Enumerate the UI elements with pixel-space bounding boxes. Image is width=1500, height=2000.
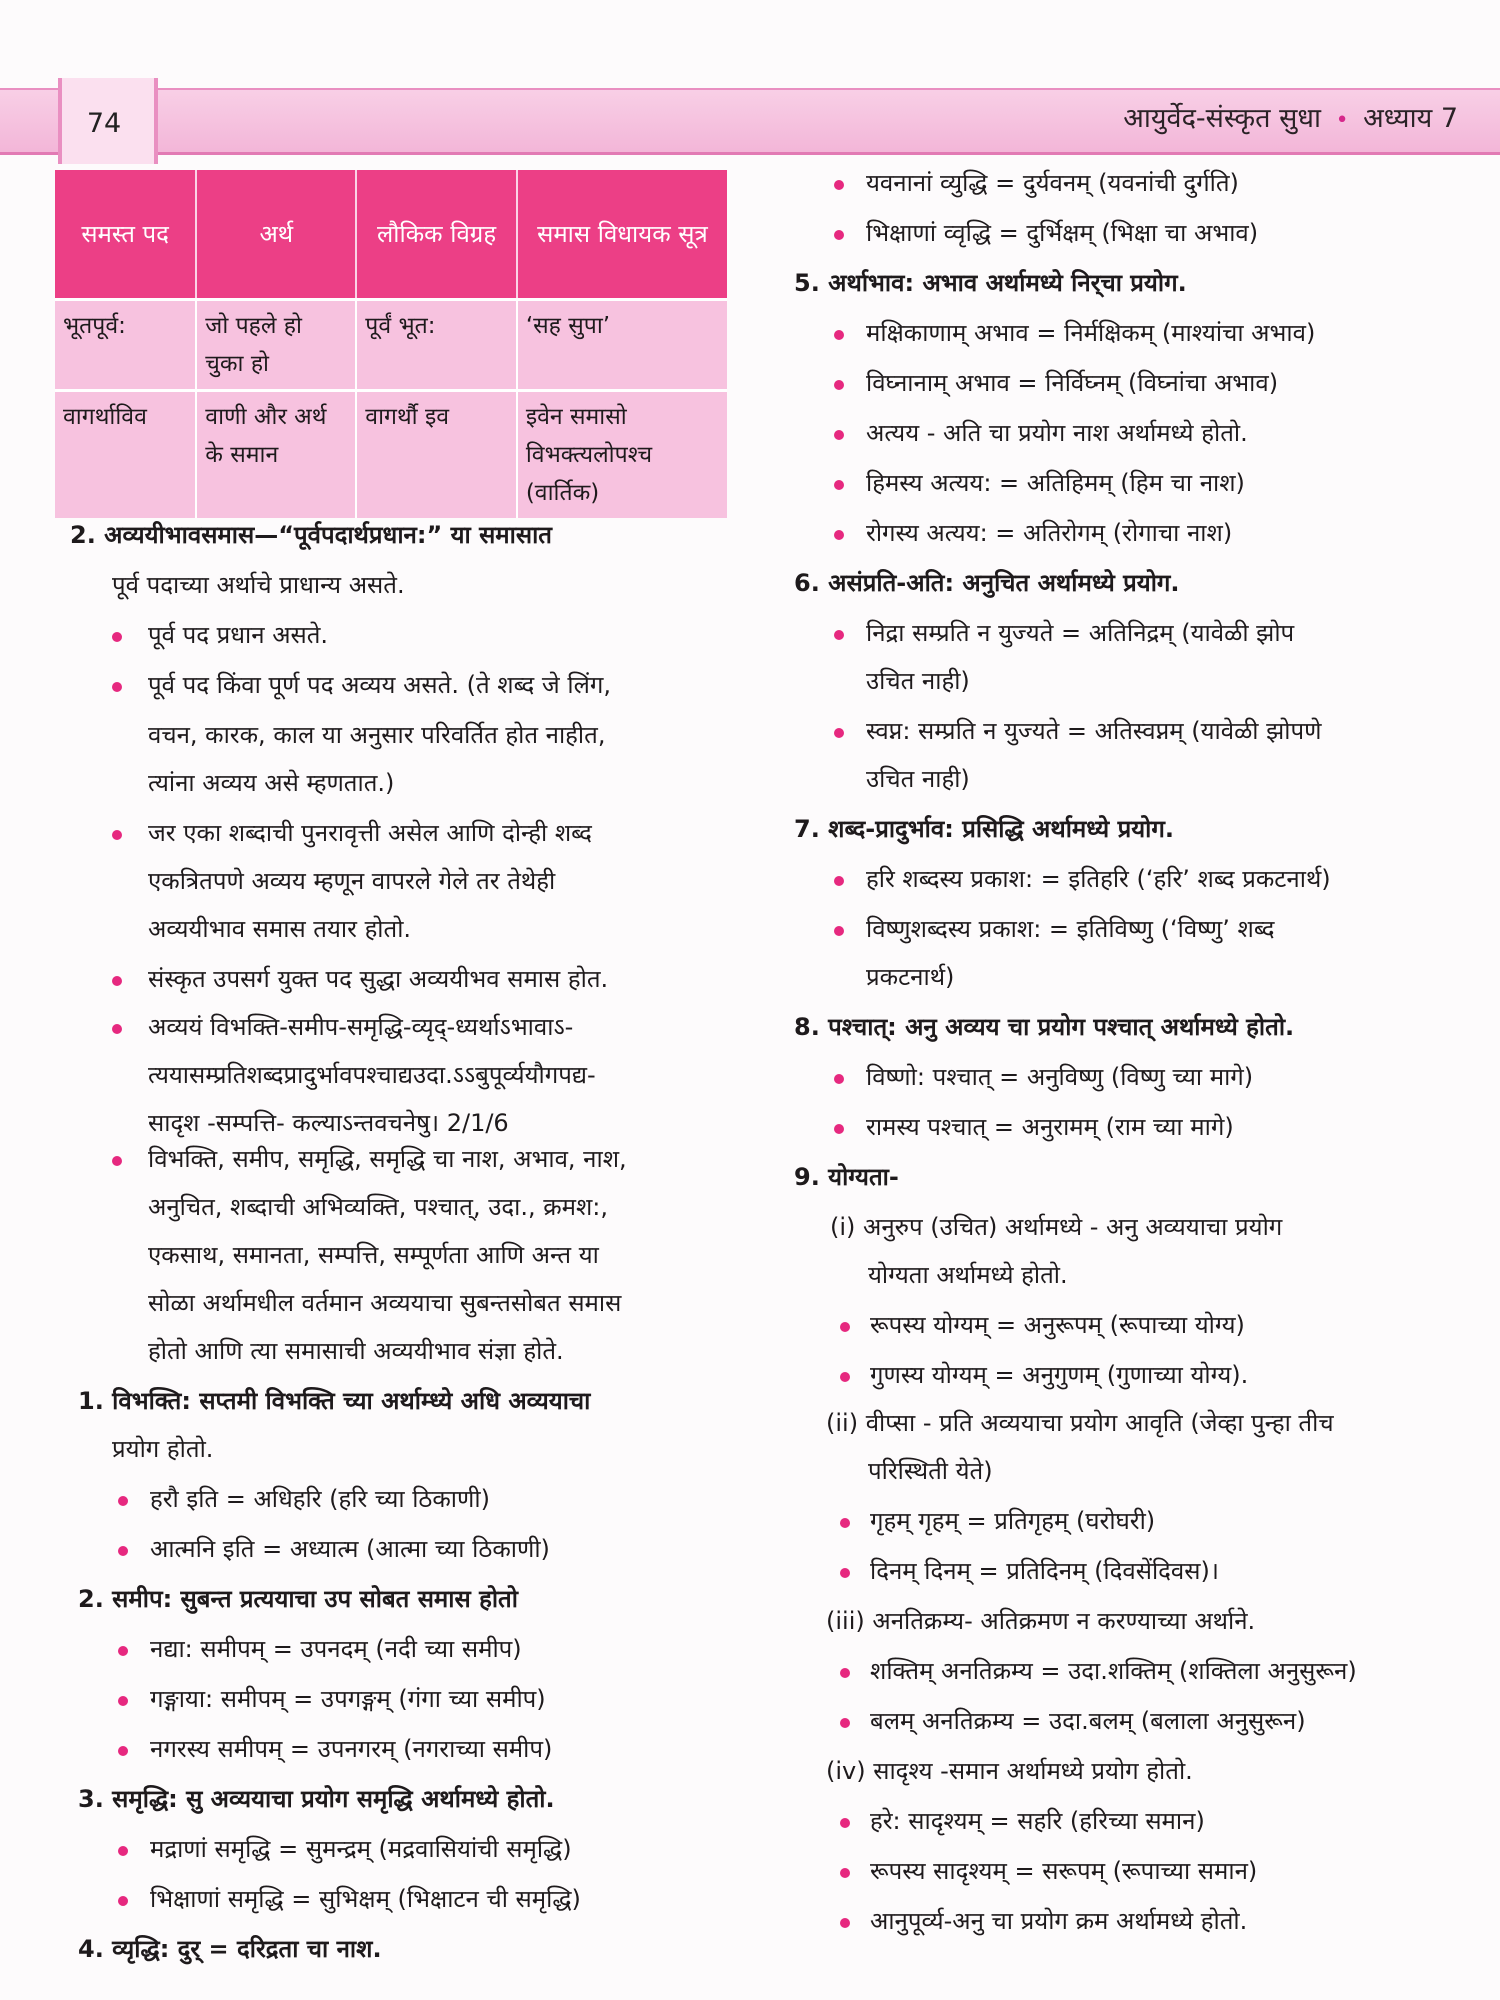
- bullet-icon: [840, 1918, 850, 1928]
- example-item: हरौ इति = अधिहरि (हरि च्या ठिकाणी): [150, 1485, 490, 1513]
- example-item: बलम् अनतिक्रम्य = उदा.बलम् (बलाला अनुसुरून): [870, 1707, 1306, 1735]
- bullet-icon: [118, 1496, 128, 1506]
- table-cell: पूर्वं भूत:: [356, 300, 517, 391]
- bullet-icon: [112, 1024, 122, 1034]
- bullet-icon: [840, 1568, 850, 1578]
- bullet-icon: [834, 926, 844, 936]
- bullet-icon: [834, 530, 844, 540]
- subsection-heading: 7. शब्द-प्रादुर्भाव: प्रसिद्धि अर्थामध्ये प्रयोग.: [794, 815, 1174, 843]
- table-row: [55, 391, 727, 519]
- bullet-icon: [834, 230, 844, 240]
- list-item: पूर्व पद किंवा पूर्ण पद अव्यय असते. (ते शब्द जे लिंग,: [148, 671, 611, 699]
- bullet-icon: [834, 876, 844, 886]
- text-line: प्रकटनार्थ): [866, 963, 955, 991]
- bullet-icon: [118, 1846, 128, 1856]
- text-line: वचन, कारक, काल या अनुसार परिवर्तित होत नाहीत,: [148, 721, 606, 749]
- table-cell: इवेन समासो विभक्त्यलोपश्च (वार्तिक): [517, 391, 727, 519]
- list-item: विभक्ति, समीप, समृद्धि, समृद्धि चा नाश, अभाव, नाश,: [148, 1145, 627, 1173]
- text-line: अव्ययीभाव समास तयार होतो.: [148, 915, 412, 943]
- example-item: आत्मनि इति = अध्यात्म (आत्मा च्या ठिकाणी): [150, 1535, 550, 1563]
- example-item: रूपस्य सादृश्यम् = सरूपम् (रूपाच्या समान): [870, 1857, 1258, 1885]
- example-item: हरे: सादृश्यम् = सहरि (हरिच्या समान): [870, 1807, 1205, 1835]
- bullet-icon: [112, 682, 122, 692]
- table-row: [55, 300, 727, 391]
- bullet-icon: [834, 728, 844, 738]
- example-item: रोगस्य अत्यय: = अतिरोगम् (रोगाचा नाश): [866, 519, 1233, 547]
- example-item: विष्णुशब्दस्य प्रकाश: = इतिविष्णु (‘विष्णु’ शब्द: [866, 915, 1275, 943]
- text-line: त्यांना अव्यय असे म्हणतात.): [148, 769, 395, 797]
- page-number: 74: [86, 108, 122, 139]
- separator-bullet: •: [1335, 108, 1349, 133]
- example-item: भिक्षाणां व्वृद्धि = दुर्भिक्षम् (भिक्षा चा अभाव): [866, 219, 1259, 247]
- example-item: दिनम् दिनम् = प्रतिदिनम् (दिवसेंदिवस)।: [870, 1557, 1219, 1585]
- example-item: निद्रा सम्प्रति न युज्यते = अतिनिद्रम् (यावेळी झोप: [866, 619, 1295, 647]
- bullet-icon: [834, 1124, 844, 1134]
- bullet-icon: [834, 380, 844, 390]
- example-item: हरि शब्दस्य प्रकाश: = इतिहरि (‘हरि’ शब्द प्रकटनार्थ): [866, 865, 1331, 893]
- text-line: योग्यता अर्थामध्ये होतो.: [868, 1261, 1068, 1289]
- example-item: हिमस्य अत्यय: = अतिहिमम् (हिम चा नाश): [866, 469, 1245, 497]
- text-line: प्रयोग होतो.: [112, 1435, 214, 1463]
- subsection-heading: 1. विभक्ति: सप्तमी विभक्ति च्या अर्थाम्ध्ये अधि अव्ययाचा: [78, 1387, 591, 1415]
- example-item: नगरस्य समीपम् = उपनगरम् (नगराच्या समीप): [150, 1735, 553, 1763]
- example-item: स्वप्न: सम्प्रति न युज्यते = अतिस्वप्नम् (यावेळी झोपणे: [866, 717, 1322, 745]
- bullet-icon: [840, 1322, 850, 1332]
- table-cell: भूतपूर्व:: [55, 300, 196, 391]
- list-item: पूर्व पद प्रधान असते.: [148, 621, 329, 649]
- example-item: गृहम् गृहम् = प्रतिगृहम् (घरोघरी): [870, 1507, 1156, 1535]
- bullet-icon: [118, 1546, 128, 1556]
- text-line: सोळा अर्थामधील वर्तमान अव्ययाचा सुबन्तसोबत समास: [148, 1289, 622, 1317]
- table-header-row: [55, 170, 727, 300]
- subitem-heading: (ii) वीप्सा - प्रति अव्ययाचा प्रयोग आवृति (जेव्हा पुन्हा तीच: [826, 1409, 1334, 1437]
- bullet-icon: [118, 1696, 128, 1706]
- list-item: संस्कृत उपसर्ग युक्त पद सुद्धा अव्ययीभव समास होत.: [148, 965, 609, 993]
- example-item: गङ्गाया: समीपम् = उपगङ्गम् (गंगा च्या समीप): [150, 1685, 546, 1713]
- text-line: एकसाथ, समानता, सम्पत्ति, सम्पूर्णता आणि अन्त या: [148, 1241, 599, 1269]
- samas-table: [55, 170, 727, 518]
- subsection-heading: 3. समृद्धि: सु अव्ययाचा प्रयोग समृद्धि अर्थामध्ये होतो.: [78, 1785, 555, 1813]
- subitem-heading: (iii) अनतिक्रम्य- अतिक्रमण न करण्याच्या अर्थाने.: [826, 1607, 1256, 1635]
- bullet-icon: [840, 1668, 850, 1678]
- book-title: आयुर्वेद-संस्कृत सुधा: [1123, 103, 1321, 134]
- table-header-cell: लौकिक विग्रह: [356, 170, 517, 300]
- table-cell: जो पहले हो चुका हो: [196, 300, 356, 391]
- table-cell: वागर्थाविव: [55, 391, 196, 519]
- example-item: विघ्नानाम् अभाव = निर्विघ्नम् (विघ्नांचा अभाव): [866, 369, 1279, 397]
- bullet-icon: [112, 830, 122, 840]
- bullet-icon: [840, 1818, 850, 1828]
- bullet-icon: [834, 480, 844, 490]
- text-line: त्ययासम्प्रतिशब्दप्रादुर्भावपश्चाद्यउदा.ऽऽबुपूर्व्ययौगपद्य-: [148, 1061, 596, 1089]
- subitem-heading: (i) अनुरुप (उचित) अर्थामध्ये - अनु अव्ययाचा प्रयोग: [830, 1213, 1283, 1241]
- section-heading: 2. अव्ययीभावसमास—“पूर्वपदार्थप्रधान:” या समासात: [70, 521, 552, 549]
- chapter-label: अध्याय 7: [1363, 103, 1458, 134]
- example-item: अत्यय - अति चा प्रयोग नाश अर्थामध्ये होतो.: [866, 419, 1248, 447]
- bullet-icon: [118, 1896, 128, 1906]
- list-item: अव्ययं विभक्ति-समीप-समृद्धि-व्यृद्-ध्यर्थाऽभावाऽ-: [148, 1013, 574, 1041]
- table-cell: ‘सह सुपा’: [517, 300, 727, 391]
- text-line: अनुचित, शब्दाची अभिव्यक्ति, पश्चात्, उदा., क्रमश:,: [148, 1193, 609, 1221]
- text-line: उचित नाही): [866, 765, 970, 793]
- subsection-heading: 9. योग्यता-: [794, 1163, 899, 1191]
- subsection-heading: 8. पश्चात्: अनु अव्यय चा प्रयोग पश्चात् अर्थामध्ये होतो.: [794, 1013, 1295, 1041]
- text-line: उचित नाही): [866, 667, 970, 695]
- example-item: विष्णो: पश्चात् = अनुविष्णु (विष्णु च्या मागे): [866, 1063, 1254, 1091]
- list-item: जर एका शब्दाची पुनरावृत्ती असेल आणि दोन्ही शब्द: [148, 819, 592, 847]
- example-item: रामस्य पश्चात् = अनुरामम् (राम च्या मागे): [866, 1113, 1234, 1141]
- bullet-icon: [118, 1646, 128, 1656]
- example-item: रूपस्य योग्यम् = अनुरूपम् (रूपाच्या योग्य): [870, 1311, 1245, 1339]
- subsection-heading: 2. समीप: सुबन्त प्रत्ययाचा उप सोबत समास होतो: [78, 1585, 518, 1613]
- subitem-heading: (iv) सादृश्य -समान अर्थामध्ये प्रयोग होतो.: [826, 1757, 1193, 1785]
- bullet-icon: [112, 976, 122, 986]
- table-cell: वागर्थौ इव: [356, 391, 517, 519]
- bullet-icon: [840, 1718, 850, 1728]
- example-item: भिक्षाणां समृद्धि = सुभिक्षम् (भिक्षाटन ची समृद्धि): [150, 1885, 581, 1913]
- bullet-icon: [834, 1074, 844, 1084]
- example-item: शक्तिम् अनतिक्रम्य = उदा.शक्तिम् (शक्तिला अनुसुरून): [870, 1657, 1357, 1685]
- subsection-heading: 4. व्यृद्धि: दुर् = दरिद्रता चा नाश.: [78, 1935, 382, 1963]
- bullet-icon: [834, 180, 844, 190]
- example-item: मद्राणां समृद्धि = सुमन्द्रम् (मद्रवासियांची समृद्धि): [150, 1835, 572, 1863]
- bullet-icon: [834, 430, 844, 440]
- text-line: सादृश -सम्पत्ति- कल्याऽन्तवचनेषु। 2/1/6: [148, 1109, 509, 1137]
- bullet-icon: [112, 1156, 122, 1166]
- table-cell: वाणी और अर्थ के समान: [196, 391, 356, 519]
- text-line: परिस्थिती येते): [868, 1457, 993, 1485]
- subsection-heading: 6. असंप्रति-अति: अनुचित अर्थामध्ये प्रयोग.: [794, 569, 1180, 597]
- example-item: यवनानां व्युद्धि = दुर्यवनम् (यवनांची दुर्गति): [866, 169, 1239, 197]
- table-header-cell: समास विधायक सूत्र: [517, 170, 727, 300]
- example-item: नद्या: समीपम् = उपनदम् (नदी च्या समीप): [150, 1635, 522, 1663]
- bullet-icon: [834, 630, 844, 640]
- bullet-icon: [834, 330, 844, 340]
- subsection-heading: 5. अर्थाभाव: अभाव अर्थामध्ये निर्‌चा प्रयोग.: [794, 269, 1187, 297]
- bullet-icon: [112, 632, 122, 642]
- bullet-icon: [840, 1518, 850, 1528]
- table-header-cell: अर्थ: [196, 170, 356, 300]
- text-line: होतो आणि त्या समासाची अव्ययीभाव संज्ञा होते.: [148, 1337, 564, 1365]
- text-line: एकत्रितपणे अव्यय म्हणून वापरले गेले तर तेथेही: [148, 867, 556, 895]
- bullet-icon: [840, 1372, 850, 1382]
- running-head: [1123, 98, 1458, 135]
- bullet-icon: [118, 1746, 128, 1756]
- example-item: मक्षिकाणाम् अभाव = निर्मक्षिकम् (माश्यांचा अभाव): [866, 319, 1316, 347]
- example-item: गुणस्य योग्यम् = अनुगुणम् (गुणाच्या योग्य).: [870, 1361, 1249, 1389]
- example-item: आनुपूर्व्य-अनु चा प्रयोग क्रम अर्थामध्ये होतो.: [870, 1907, 1248, 1935]
- bullet-icon: [840, 1868, 850, 1878]
- text-line: पूर्व पदाच्या अर्थाचे प्राधान्य असते.: [112, 571, 405, 599]
- table-header-cell: समस्त पद: [55, 170, 196, 300]
